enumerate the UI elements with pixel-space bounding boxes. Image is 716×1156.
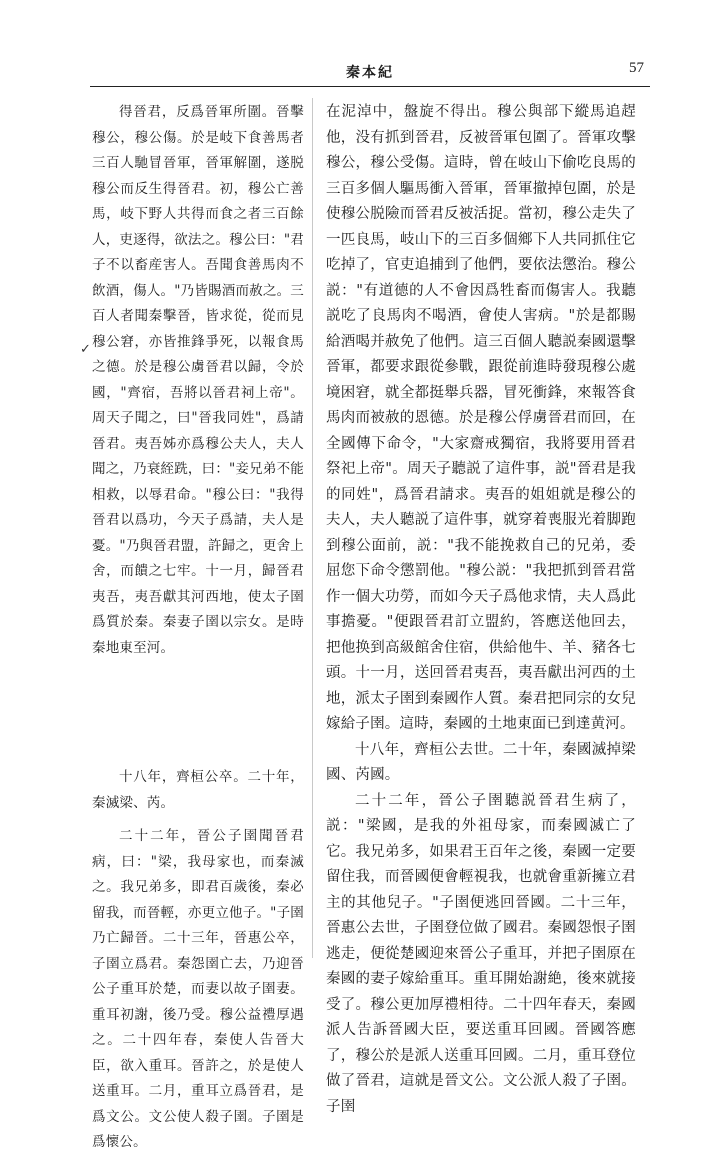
original-paragraph-1: 得晉君，反爲晉軍所圍。晉擊穆公，穆公傷。於是岐下食善馬者三百人馳冒晉軍，晉軍解圍，遂脱穆公而反生得晉君。初，穆公亡善馬，岐下野人共得而食之者三百餘人，吏逐得，欲法之。穆公曰："君子不以畜産害人。吾聞食善馬肉不飲酒，傷人。"乃皆賜酒而赦之。三百人者聞秦擊晉，皆求從，從而見穆公窘，亦皆推鋒爭死，以報食馬之德。於是穆公虜晉君以歸，令於國，"齊宿，吾將以晉君祠上帝"。周天子聞之，曰"晉我同姓"，爲請晉君。夷吾姊亦爲穆公夫人，夫人聞之，乃衰絰跣，曰："妾兄弟不能相救，以辱君命。"穆公曰："我得晉君以爲功，今天子爲請，夫人是憂。"乃與晉君盟，許歸之，更舍上舍，而饋之七牢。十一月，歸晉君夷吾，夷吾獻其河西地，使太子圉爲質於秦。秦妻子圉以宗女。是時秦地東至河。 bbox=[92, 104, 304, 656]
translation-paragraph-1: 在泥淖中，盤旋不得出。穆公與部下縱馬追趕他，没有抓到晉君，反被晉軍包圍了。晉軍攻擊穆公，穆公受傷。這時，曾在岐山下偷吃良馬的三百多個人驅馬衝入晉軍，晉軍撤掉包圍，於是使穆公脱險而晉君反被活捉。當初，穆公走失了一匹良馬，岐山下的三百多個鄉下人共同抓住它吃掉了，官吏追捕到了他們，要依法懲治。穆公説："有道德的人不會因爲牲畜而傷害人。我聽説吃了良馬肉不喝酒，會使人害病。"於是都賜給酒喝并赦免了他們。這三百個人聽説秦國還擊晉軍，都要求跟從參戰，跟從前進時發現穆公處境困窘，就全都挺舉兵器，冒死衝鋒，來報答食馬肉而被赦的恩德。於是穆公俘虜晉君而回，在全國傳下命令，"大家齋戒獨宿，我將要用晉君祭祀上帝"。周天子聽説了這件事，説"晉君是我的同姓"，爲晉君請求。夷吾的姐姐就是穆公的夫人，夫人聽説了這件事，就穿着喪服光着脚跑到穆公面前，説："我不能挽救自己的兄弟，委屈您下命令懲罰他。"穆公説："我把抓到晉君當作一個大功勞，而如今天子爲他求情，夫人爲此事擔憂。"便跟晉君訂立盟約，答應送他回去，把他换到高級館舍住宿，供給他牛、羊、豬各七頭。十一月，送回晉君夷吾，夷吾獻出河西的土地，派太子圉到秦國作人質。秦君把同宗的女兒嫁給子圉。這時，秦國的土地東面已到達黄河。 bbox=[326, 104, 636, 732]
translation-paragraph-3: 二十二年，晉公子圉聽説晉君生病了，説："梁國，是我的外祖母家，而秦國滅亡了它。我兄弟多，如果君王百年之後，秦國一定要留住我，而晉國便會輕視我，也就會重新擁立君主的其他兒子。"子圉便逃回晉國。二十三年，晉惠公去世，子圉登位做了國君。秦國怨恨子圉逃走，便從楚國迎來晉公子重耳，并把子圉原在秦國的妻子嫁給重耳。重耳開始謝絶，後來就接受了。穆公更加厚禮相待。二十四年春天，秦國派人告訴晉國大臣，要送重耳回國。晉國答應了，穆公於是派人送重耳回國。二月，重耳登位做了晉君，這就是晉文公。文公派人殺了子圉。子圉 bbox=[326, 792, 636, 1115]
chapter-title: 秦本紀 bbox=[346, 65, 394, 81]
paragraph-gap bbox=[92, 669, 304, 765]
original-paragraph-2: 十八年，齊桓公卒。二十年，秦滅梁、芮。 bbox=[92, 769, 304, 811]
original-text-column bbox=[92, 100, 304, 1150]
translation-paragraph-2: 十八年，齊桓公去世。二十年，秦國滅掉梁國、芮國。 bbox=[326, 741, 636, 783]
original-paragraph-3: 二十二年，晉公子圉聞晉君病，曰："梁，我母家也，而秦滅之。我兄弟多，即君百歲後，秦必留我，而晉輕，亦更立他子。"子圉乃亡歸晉。二十三年，晉惠公卒，子圉立爲君。秦怨圉亡去，乃迎晉公子重耳於楚，而妻以故子圉妻。重耳初謝，後乃受。穆公益禮厚遇之。二十四年春，秦使人告晉大臣，欲入重耳。晉許之，於是使人送重耳。二月，重耳立爲晉君，是爲文公。文公使人殺子圉。子圉是爲懷公。 bbox=[92, 828, 304, 1150]
column-divider bbox=[312, 98, 313, 958]
translation-column bbox=[326, 100, 636, 1115]
running-head bbox=[90, 62, 650, 87]
margin-checkmark: ✓ bbox=[80, 342, 91, 357]
page-number: 57 bbox=[629, 60, 644, 76]
